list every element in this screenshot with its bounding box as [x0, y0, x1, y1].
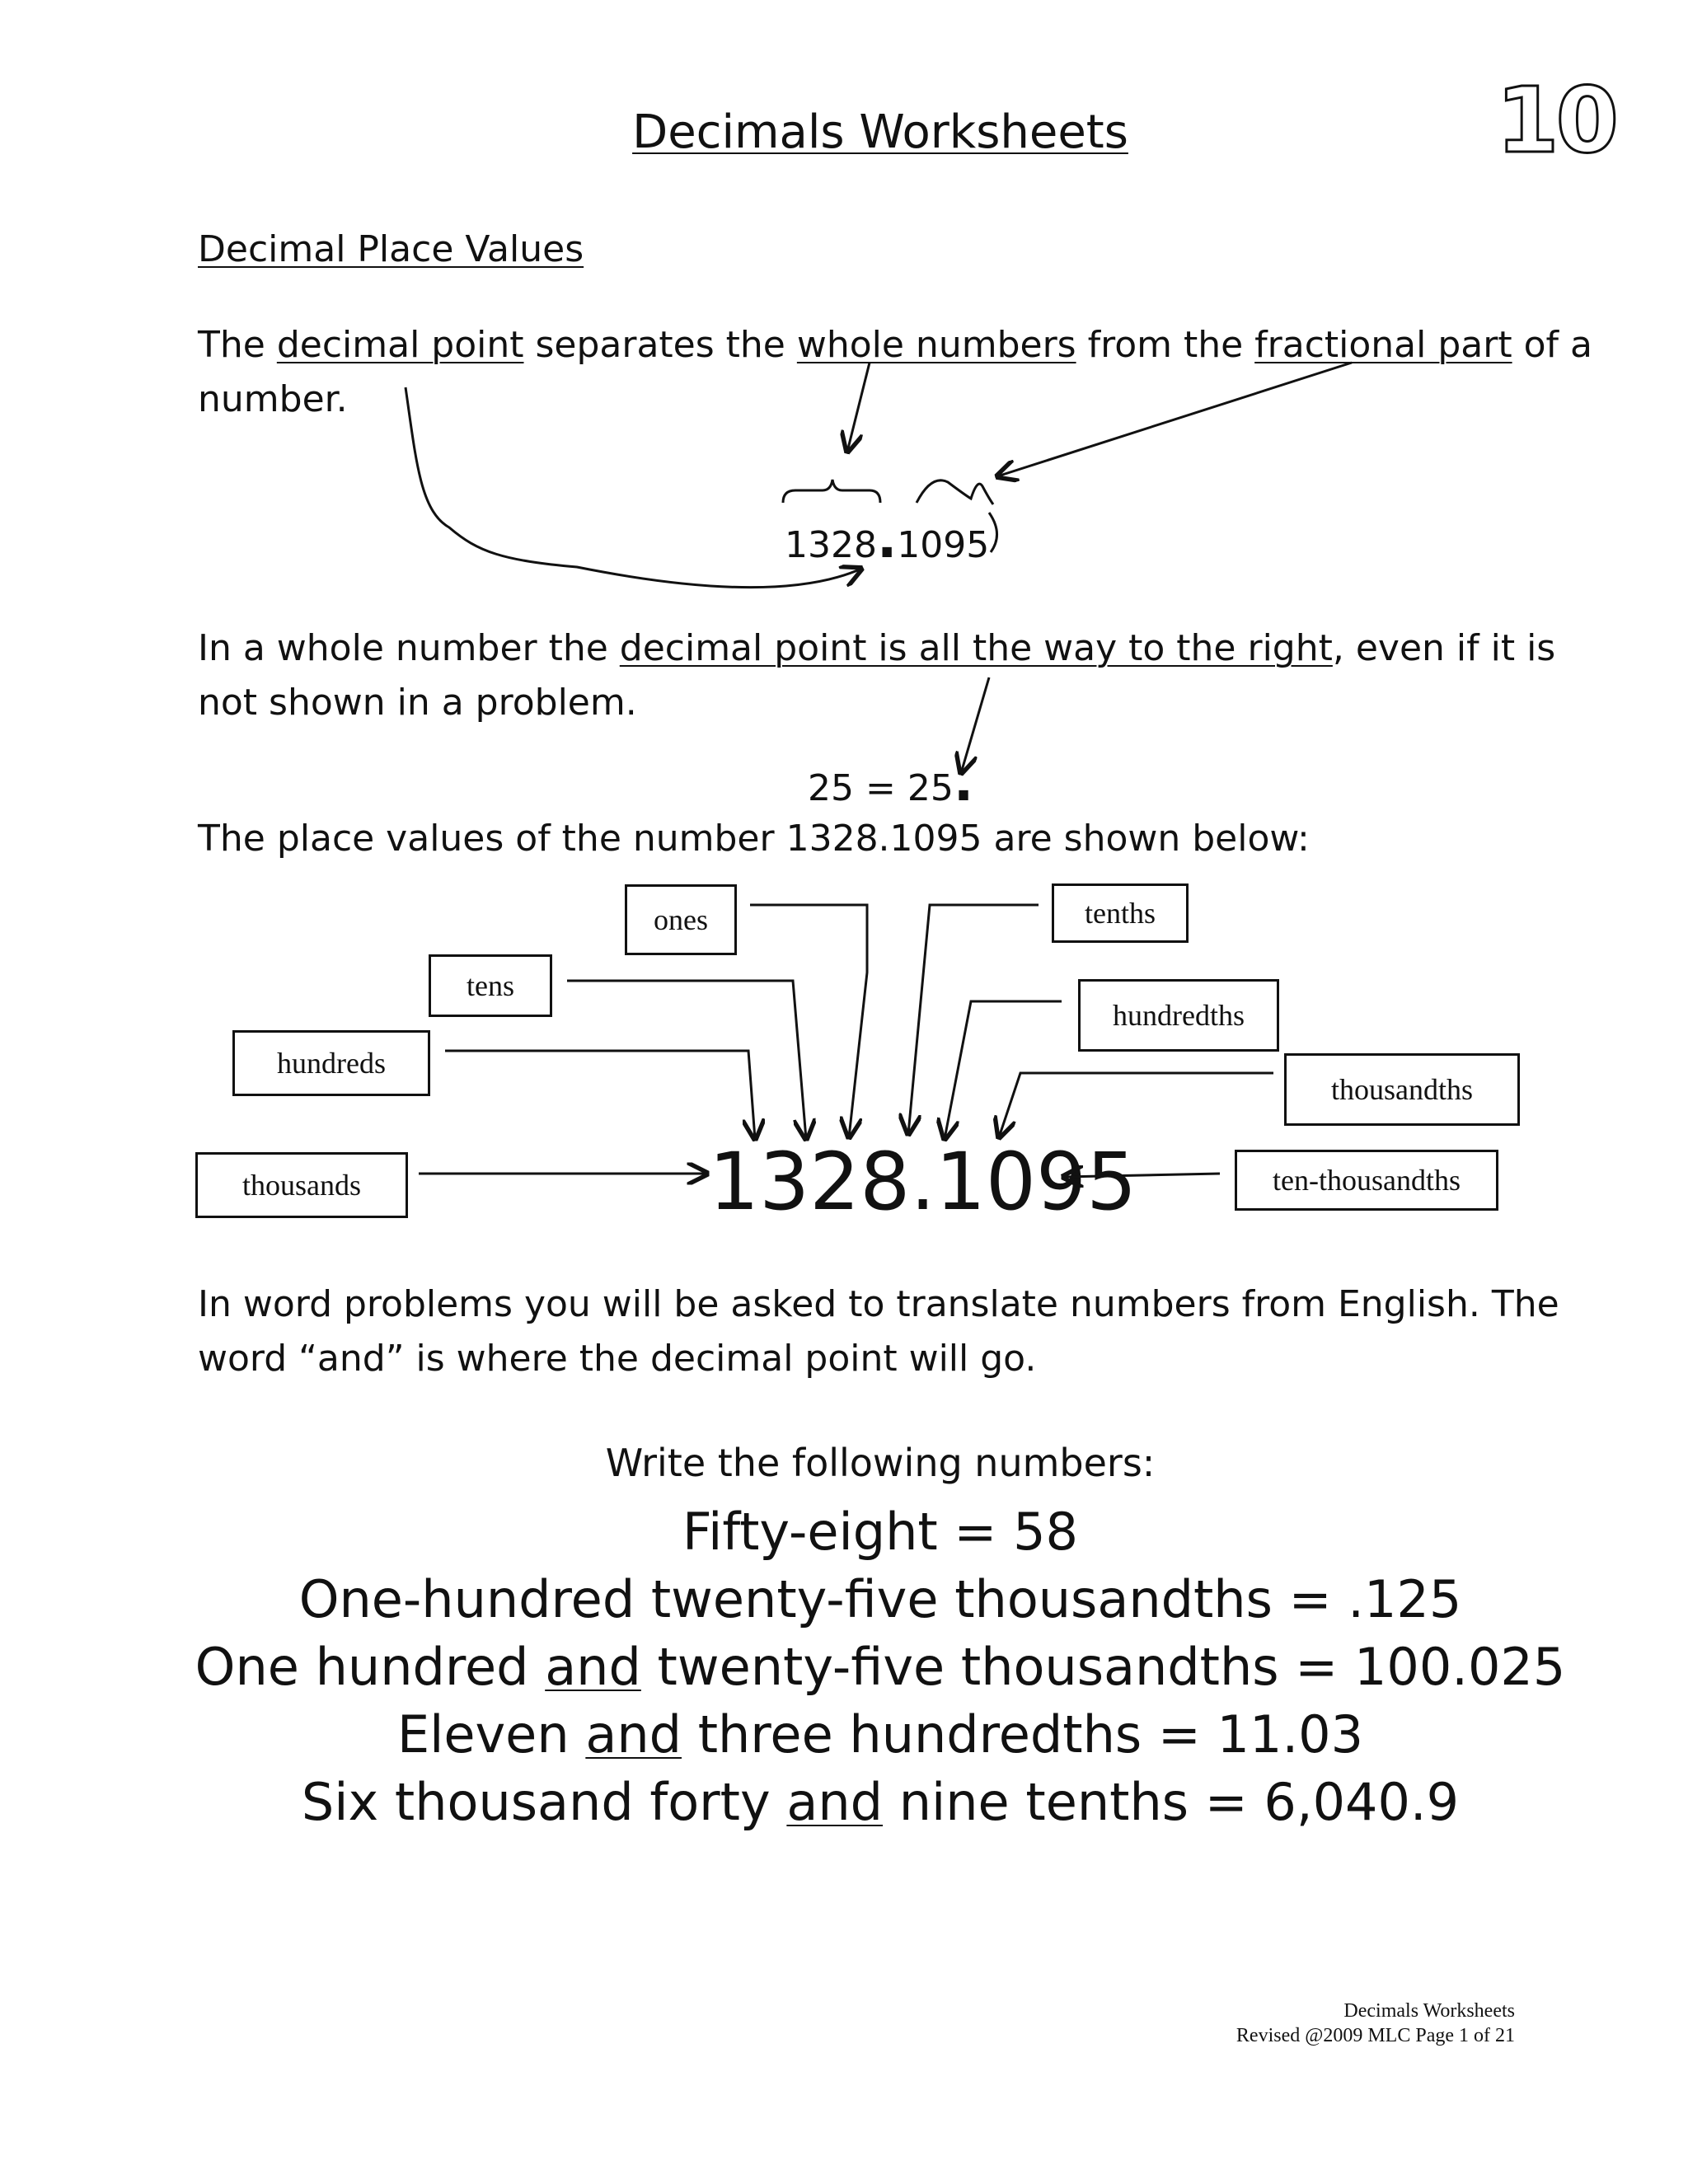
- page-footer: [1236, 1999, 1515, 2048]
- term-decimal-point: decimal point: [276, 324, 524, 366]
- label-ten-thousandths: ten-thousandths: [1235, 1150, 1498, 1211]
- place-value-number: 1328.1095: [709, 1136, 1137, 1228]
- arrow-tens: [567, 981, 806, 1139]
- page-number-badge: 10: [1496, 68, 1616, 173]
- term-whole-numbers: whole numbers: [796, 324, 1076, 366]
- label-thousandths: thousandths: [1284, 1053, 1520, 1126]
- brace-fraction: [917, 480, 993, 504]
- label-thousands: thousands: [195, 1152, 408, 1218]
- intro-paragraph: The decimal point separates the whole numbers from the fractional part of a number.: [198, 324, 1592, 420]
- label-ones: ones: [625, 884, 737, 955]
- arrow-fractional-part: [997, 363, 1352, 476]
- label-hundreds: hundreds: [232, 1030, 430, 1096]
- arrow-ten-thousandths: [1063, 1174, 1220, 1177]
- example-5: Six thousand forty and nine tenths = 6,040.9: [301, 1772, 1460, 1832]
- arrow-ones: [750, 905, 867, 1137]
- arrow-hundredths: [945, 1001, 1062, 1139]
- section-title: Decimal Place Values: [198, 228, 584, 270]
- example-4: Eleven and three hundredths = 11.03: [396, 1704, 1364, 1765]
- arrow-hundreds: [445, 1051, 755, 1139]
- examples-prompt: Write the following numbers:: [605, 1441, 1156, 1485]
- arrow-thousandths: [999, 1073, 1273, 1137]
- place-values-intro: The place values of the number 1328.1095 are shown below:: [198, 818, 1310, 860]
- example-number: 1328.1095: [785, 509, 990, 570]
- example-2: One-hundred twenty-five thousandths = .125: [298, 1569, 1462, 1629]
- arrow-decimal-point: [406, 387, 861, 588]
- label-tenths: tenths: [1052, 883, 1189, 943]
- example-1: Fifty-eight = 58: [682, 1502, 1078, 1562]
- arrow-whole-numbers: [847, 363, 870, 452]
- example-3: One hundred and twenty-five thousandths = 100.025: [195, 1637, 1566, 1697]
- equation-25: 25 = 25.: [808, 752, 974, 813]
- footer-title: Decimals Worksheets: [1343, 2000, 1515, 2022]
- page-title: Decimals Worksheets: [632, 105, 1128, 159]
- label-tens: tens: [429, 954, 552, 1017]
- label-hundredths: hundredths: [1078, 979, 1279, 1052]
- whole-number-paragraph: In a whole number the decimal point is all the way to the right, even if it is not shown in a problem.: [198, 627, 1556, 724]
- arrow-whole-number-point: [961, 677, 989, 773]
- word-problems-paragraph: In word problems you will be asked to translate numbers from English. The word “and” is where the decimal point will go.: [198, 1283, 1559, 1380]
- arrow-tenths: [908, 905, 1039, 1134]
- term-decimal-right: decimal point is all the way to the right: [619, 627, 1333, 669]
- footer-page-info: Revised @2009 MLC Page 1 of 21: [1236, 2025, 1515, 2046]
- term-fractional-part: fractional part: [1254, 324, 1512, 366]
- brace-whole: [783, 480, 880, 503]
